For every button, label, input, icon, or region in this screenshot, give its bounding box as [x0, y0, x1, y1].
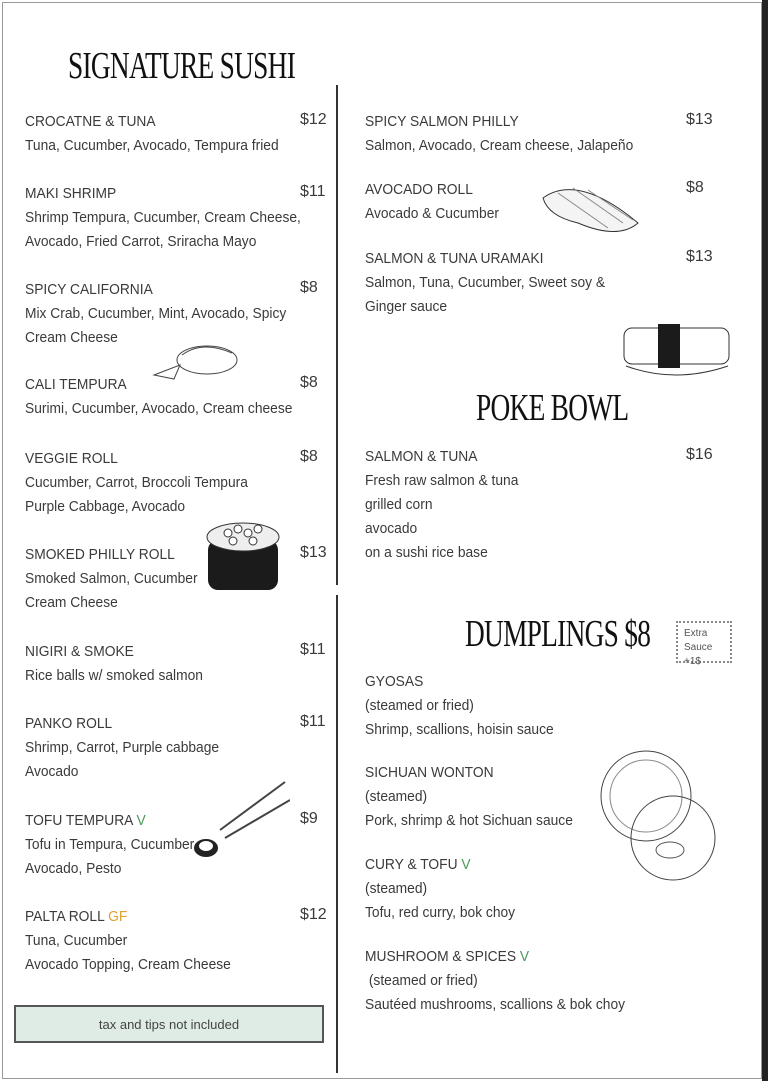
menu-item — [365, 178, 499, 226]
diet-tag: V — [136, 812, 146, 829]
item-description: Salmon, Tuna, Cucumber, Sweet soy & — [365, 274, 606, 291]
item-name — [365, 761, 573, 785]
item-name-text: MUSHROOM & SPICES — [365, 948, 517, 965]
menu-item — [25, 110, 279, 158]
item-name-text: CALI TEMPURA — [25, 376, 127, 393]
menu-item — [25, 712, 219, 784]
item-description: Shrimp Tempura, Cucumber, Cream Cheese, — [25, 209, 301, 226]
item-name-text: CROCATNE & TUNA — [25, 113, 156, 130]
item-description: on a sushi rice base — [365, 544, 488, 561]
menu-item — [25, 543, 198, 615]
diet-tag: GF — [108, 908, 128, 925]
item-description: Avocado — [25, 763, 79, 780]
section-title-dumplings: DUMPLINGS $8 — [465, 613, 651, 655]
item-price: $13 — [686, 248, 713, 265]
item-price: $12 — [300, 906, 327, 923]
item-name — [365, 853, 515, 877]
item-name — [365, 445, 518, 469]
item-name-text: SPICY CALIFORNIA — [25, 281, 153, 298]
item-description: Tuna, Cucumber — [25, 932, 128, 949]
menu-item — [25, 905, 231, 977]
item-description: Pork, shrimp & hot Sichuan sauce — [365, 812, 573, 829]
item-description: avocado — [365, 520, 418, 537]
item-price: $13 — [300, 544, 327, 561]
tamago-nigiri-icon — [620, 320, 735, 386]
extra-line: Sauce +1$ — [684, 642, 713, 667]
item-name — [365, 110, 633, 134]
item-description: Ginger sauce — [365, 298, 448, 315]
item-name-text: PALTA ROLL — [25, 908, 105, 925]
item-description: Avocado Topping, Cream Cheese — [25, 956, 231, 973]
item-description: Cream Cheese — [25, 329, 118, 346]
item-price: $13 — [686, 111, 713, 128]
menu-item — [365, 761, 573, 833]
item-price: $11 — [300, 713, 326, 730]
item-price: $16 — [686, 446, 713, 463]
diet-tag: V — [519, 948, 530, 965]
column-divider — [336, 85, 338, 585]
shrimp-nigiri-icon — [152, 335, 240, 385]
item-name-text: VEGGIE ROLL — [25, 450, 118, 467]
item-description: Salmon, Avocado, Cream cheese, Jalapeño — [365, 137, 634, 154]
item-name-text: SALMON & TUNA URAMAKI — [365, 250, 544, 267]
menu-item — [25, 640, 203, 688]
item-name-text: SPICY SALMON PHILLY — [365, 113, 519, 130]
item-name-text: SALMON & TUNA — [365, 448, 478, 465]
item-description: Rice balls w/ smoked salmon — [25, 667, 203, 684]
item-description: Avocado & Cucumber — [365, 205, 499, 222]
item-price: $9 — [300, 810, 318, 827]
extra-line: Extra — [684, 628, 708, 639]
item-description: Fresh raw salmon & tuna — [365, 472, 519, 489]
item-name — [25, 447, 248, 471]
menu-item — [365, 247, 605, 319]
item-name-text: TOFU TEMPURA — [25, 812, 133, 829]
menu-item — [365, 110, 633, 158]
item-name — [25, 640, 203, 664]
chopsticks-roll-icon — [190, 780, 290, 860]
item-name-text: AVOCADO ROLL — [365, 181, 473, 198]
item-price: $11 — [300, 183, 326, 200]
item-description: Surimi, Cucumber, Avocado, Cream cheese — [25, 400, 293, 417]
item-description: (steamed or fried) — [365, 972, 478, 989]
item-name-text: PANKO ROLL — [25, 715, 113, 732]
section-title-signature-sushi: SIGNATURE SUSHI — [68, 45, 296, 87]
item-description: Tofu in Tempura, Cucumber — [25, 836, 195, 853]
item-description: Cream Cheese — [25, 594, 118, 611]
extra-sauce-note — [676, 621, 732, 667]
column-divider — [336, 595, 338, 1073]
item-price: $8 — [300, 448, 318, 465]
diet-tag: V — [461, 856, 471, 873]
item-description: Avocado, Pesto — [25, 860, 122, 877]
item-name — [365, 670, 554, 694]
item-name — [25, 278, 286, 302]
item-name-text: MAKI SHRIMP — [25, 185, 117, 202]
item-price: $11 — [300, 641, 326, 658]
salmon-nigiri-icon — [538, 178, 644, 242]
menu-item — [25, 447, 248, 519]
item-description: Shrimp, scallions, hoisin sauce — [365, 721, 554, 738]
item-name — [365, 247, 605, 271]
item-price: $8 — [300, 279, 318, 296]
item-description: Tuna, Cucumber, Avocado, Tempura fried — [25, 137, 279, 154]
item-name-text: SICHUAN WONTON — [365, 764, 494, 781]
item-description: Smoked Salmon, Cucumber — [25, 570, 198, 587]
item-description: (steamed or fried) — [365, 697, 474, 714]
item-name — [25, 712, 219, 736]
item-description: Mix Crab, Cucumber, Mint, Avocado, Spicy — [25, 305, 287, 322]
menu-item — [365, 945, 625, 1017]
item-name-text: NIGIRI & SMOKE — [25, 643, 134, 660]
item-description: Tofu, red curry, bok choy — [365, 904, 516, 921]
item-description: Purple Cabbage, Avocado — [25, 498, 186, 515]
tax-note: tax and tips not included — [14, 1005, 324, 1043]
item-name — [365, 945, 625, 969]
item-name — [25, 110, 279, 134]
ikura-gunkan-icon — [200, 515, 290, 600]
item-price: $12 — [300, 111, 327, 128]
menu-item — [25, 809, 194, 881]
item-description: Sautéed mushrooms, scallions & bok choy — [365, 996, 626, 1013]
item-name — [25, 182, 301, 206]
item-description: (steamed) — [365, 880, 428, 897]
menu-item — [365, 853, 515, 925]
item-price: $8 — [686, 179, 704, 196]
menu-item — [365, 445, 518, 565]
section-title-poke-bowl: POKE BOWL — [476, 387, 629, 429]
item-description: Shrimp, Carrot, Purple cabbage — [25, 739, 220, 756]
menu-item — [365, 670, 554, 742]
item-description: Avocado, Fried Carrot, Sriracha Mayo — [25, 233, 257, 250]
item-name-text: SMOKED PHILLY ROLL — [25, 546, 175, 563]
item-description: Cucumber, Carrot, Broccoli Tempura — [25, 474, 248, 491]
page-edge — [762, 0, 768, 1081]
item-name-text: CURY & TOFU — [365, 856, 458, 873]
item-price: $8 — [300, 374, 318, 391]
dumpling-steamer-icon — [598, 748, 738, 883]
menu-item — [25, 182, 301, 254]
item-name-text: GYOSAS — [365, 673, 424, 690]
item-name — [25, 809, 194, 833]
item-name — [25, 543, 198, 567]
item-name — [25, 905, 231, 929]
item-description: (steamed) — [365, 788, 428, 805]
item-name — [365, 178, 499, 202]
item-description: grilled corn — [365, 496, 433, 513]
